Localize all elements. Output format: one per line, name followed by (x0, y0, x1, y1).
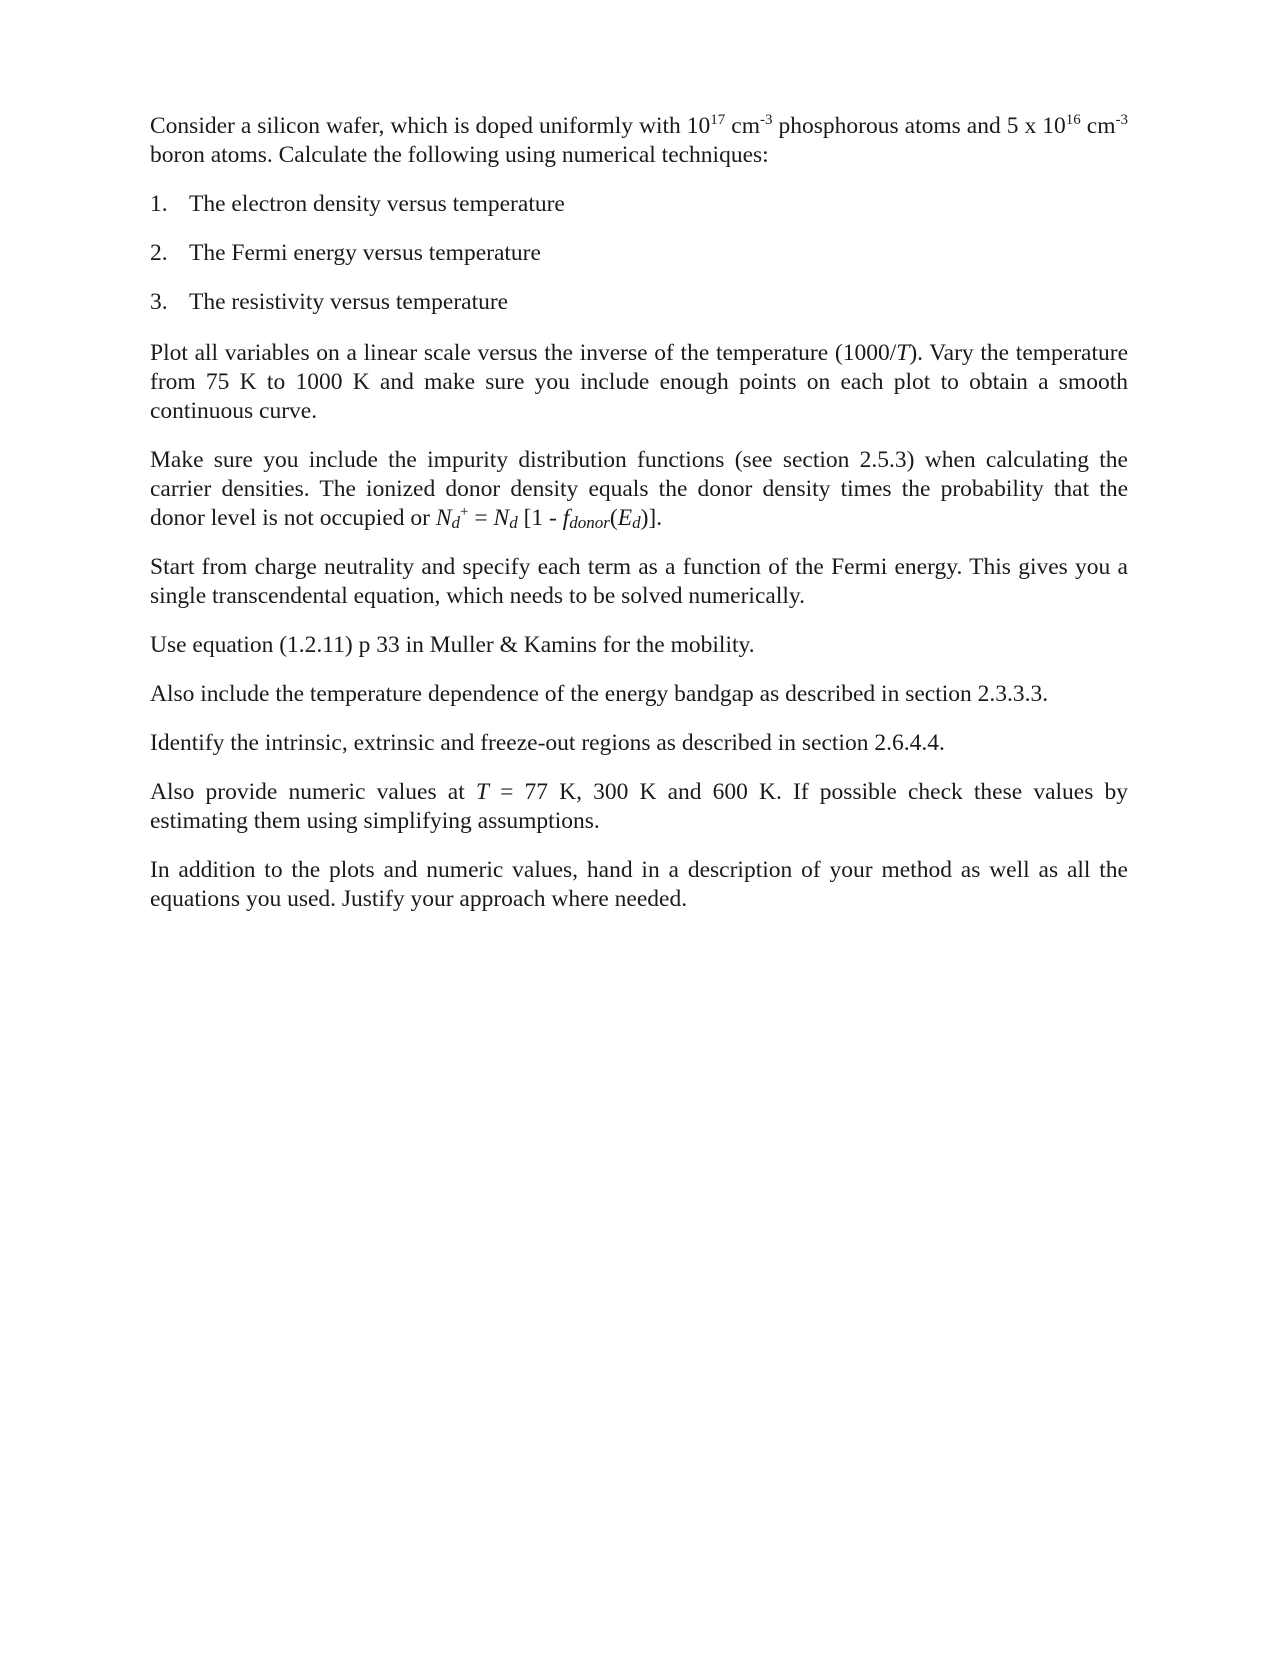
list-item (150, 288, 1128, 317)
donor-function-subscript: donor (569, 513, 610, 532)
intro-text-1: Consider a silicon wafer, which is doped uniformly with 10 (150, 113, 711, 139)
temperature-variable: T (475, 779, 489, 805)
donor-density-symbol: N (493, 505, 510, 531)
intro-text-3: phosphorous atoms and 5 x 10 (772, 113, 1066, 139)
handin-paragraph: In addition to the plots and numeric values, hand in a description of your method as well as all the equations you used. Justify your approach where needed. (150, 857, 1128, 912)
donor-density-symbol: N (435, 505, 452, 531)
phosphorus-exponent: 17 (710, 112, 726, 128)
list-text: The resistivity versus temperature (189, 289, 509, 315)
list-item (150, 190, 1128, 219)
equals-sign: = (468, 505, 494, 531)
impurity-text-1: Make sure you include the impurity distribution functions (see section 2.5.3) when calculating the carrier densities. The ionized donor density equals the donor density times the probability that the donor level is not occupied or (150, 447, 1128, 531)
plot-paragraph (150, 339, 1128, 426)
list-item (150, 239, 1128, 268)
neutrality-paragraph: Start from charge neutrality and specify each term as a function of the Fermi energy. This gives you a single transcendental equation, which needs to be solved numerically. (150, 554, 1128, 609)
plot-text-2: ). Vary the temperature from 75 K to 1000 K and make sure you include enough points on each plot to obtain a smooth continuous curve. (150, 340, 1128, 424)
list-text: The electron density versus temperature (189, 191, 565, 217)
impurity-paragraph (150, 446, 1128, 533)
donor-subscript: d (509, 513, 518, 532)
numeric-text-2: = 77 K, 300 K and 600 K. If possible check these values by estimating them using simplifying assumptions. (150, 779, 1128, 834)
numeric-paragraph (150, 778, 1128, 836)
bracket-open: [1 - (517, 505, 563, 531)
list-text: The Fermi energy versus temperature (189, 240, 541, 266)
list-number: 2. (150, 240, 168, 266)
task-list (150, 190, 1128, 317)
donor-subscript: d (451, 513, 461, 532)
intro-text-5: boron atoms. Calculate the following using numerical techniques: (150, 142, 769, 168)
list-number: 3. (150, 289, 168, 315)
list-number: 1. (150, 191, 168, 217)
bandgap-paragraph: Also include the temperature dependence of the energy bandgap as described in section 2.3.3.3. (150, 681, 1049, 707)
intro-paragraph (150, 112, 1128, 170)
unit-exponent: -3 (760, 112, 773, 128)
mobility-paragraph: Use equation (1.2.11) p 33 in Muller & Kamins for the mobility. (150, 632, 755, 658)
regions-paragraph: Identify the intrinsic, extrinsic and freeze-out regions as described in section 2.6.4.4. (150, 730, 945, 756)
paren-open: ( (609, 505, 618, 531)
intro-text-4: cm (1080, 113, 1116, 139)
energy-symbol: E (617, 505, 633, 531)
bracket-close: )]. (640, 505, 663, 531)
distribution-function-symbol: f (562, 505, 570, 531)
energy-subscript: d (632, 513, 641, 532)
document-page (150, 112, 1128, 934)
ionized-superscript: + (460, 504, 469, 520)
temperature-variable: T (896, 340, 910, 366)
intro-text-2: cm (725, 113, 761, 139)
plot-text-1: Plot all variables on a linear scale versus the inverse of the temperature (1000/ (150, 340, 897, 366)
boron-exponent: 16 (1065, 112, 1081, 128)
unit-exponent: -3 (1115, 112, 1129, 128)
numeric-text-1: Also provide numeric values at (150, 779, 476, 805)
